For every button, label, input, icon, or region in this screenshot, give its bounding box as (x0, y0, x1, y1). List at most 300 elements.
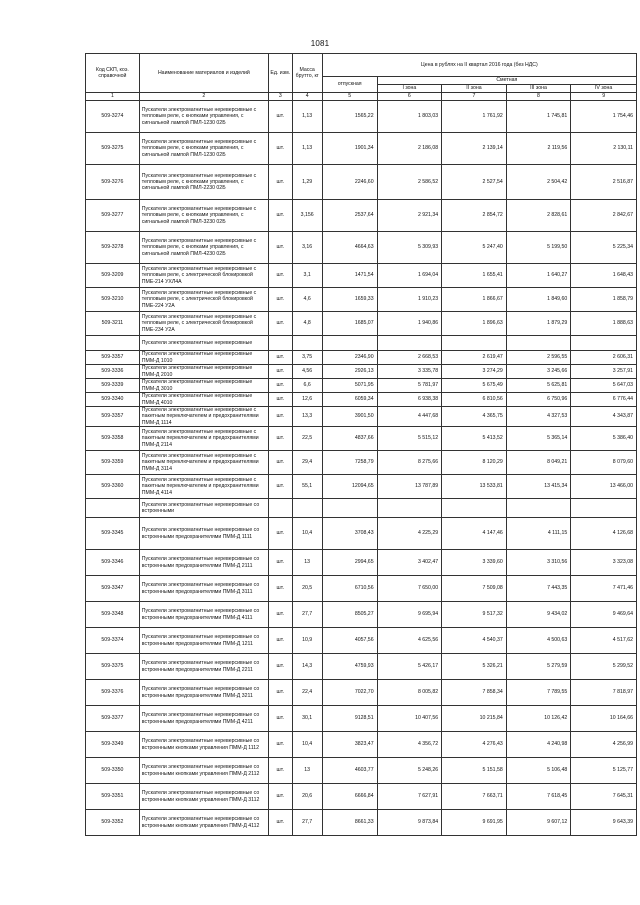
row-name: Пускатели электромагнитные нереверсивные со встроенными предохранителями ПММ-Д 1211 (139, 628, 268, 654)
row-mass: 22,4 (292, 680, 322, 706)
row-zone-3-price: 5 279,59 (506, 654, 571, 680)
row-mass: 10,4 (292, 732, 322, 758)
price-table (85, 53, 637, 836)
row-zone-3-price: 2 119,56 (506, 133, 571, 165)
row-code: 509-3211 (86, 312, 140, 336)
row-zone-1-price: 5 309,93 (377, 232, 442, 264)
row-unit: шт. (268, 264, 292, 288)
row-unit: шт. (268, 232, 292, 264)
row-zone-1-price: 5 515,12 (377, 427, 442, 451)
row-release-price: 4837,66 (322, 427, 377, 451)
row-release-price: 12094,65 (322, 475, 377, 499)
row-mass: 3,1 (292, 264, 322, 288)
row-zone-4-price: 1 754,46 (571, 101, 637, 133)
row-zone-1-price: 1 910,23 (377, 288, 442, 312)
header-release: отпускная (322, 77, 377, 93)
row-zone-4-price: 7 818,97 (571, 680, 637, 706)
row-zone-4-price: 7 645,31 (571, 784, 637, 810)
row-name: Пускатели электромагнитные нереверсивные ПММ-Д 4010 (139, 393, 268, 407)
row-zone-1-price: 5 781,97 (377, 379, 442, 393)
row-zone-1-price: 4 625,56 (377, 628, 442, 654)
row-code: 509-3359 (86, 451, 140, 475)
row-unit: шт. (268, 810, 292, 836)
row-name: Пускатели электромагнитные нереверсивные со встроенными кнопками управления ПММ-Д 4112 (139, 810, 268, 836)
header-code: Код СКП, коэ. справочной (86, 54, 140, 93)
row-mass: 22,5 (292, 427, 322, 451)
row-release-price: 3823,47 (322, 732, 377, 758)
row-zone-4-price: 8 079,60 (571, 451, 637, 475)
row-unit: шт. (268, 393, 292, 407)
row-zone-2-price: 7 509,08 (442, 576, 507, 602)
table-row (86, 576, 637, 602)
row-zone-1-price: 2 186,08 (377, 133, 442, 165)
table-row (86, 784, 637, 810)
row-zone-4-price: 9 643,39 (571, 810, 637, 836)
column-numbering-row (86, 93, 637, 101)
table-row (86, 680, 637, 706)
row-code: 509-3358 (86, 427, 140, 451)
row-name: Пускатели электромагнитные нереверсивные с пакетным переключателем и предохранителями ПММ-Д 4114 (139, 475, 268, 499)
row-zone-2-price: 5 326,21 (442, 654, 507, 680)
row-zone-2-price: 5 151,58 (442, 758, 507, 784)
row-unit: шт. (268, 165, 292, 200)
row-zone-4-price (571, 336, 637, 351)
row-mass: 4,6 (292, 288, 322, 312)
row-unit: шт. (268, 518, 292, 550)
header-price-group: Цена в рублях на II квартал 2016 года (без НДС) (322, 54, 636, 77)
row-mass: 6,6 (292, 379, 322, 393)
row-zone-2-price: 13 533,81 (442, 475, 507, 499)
row-zone-1-price: 1 803,03 (377, 101, 442, 133)
row-mass: 13,3 (292, 407, 322, 427)
row-mass: 55,1 (292, 475, 322, 499)
row-zone-1-price: 10 407,56 (377, 706, 442, 732)
row-zone-2-price: 5 247,40 (442, 232, 507, 264)
row-zone-3-price: 5 106,48 (506, 758, 571, 784)
row-zone-2-price: 1 866,67 (442, 288, 507, 312)
row-code: 509-3347 (86, 576, 140, 602)
row-zone-1-price (377, 499, 442, 518)
row-zone-2-price: 8 120,29 (442, 451, 507, 475)
header-mass: Масса брутто, кг (292, 54, 322, 93)
row-code: 509-3274 (86, 101, 140, 133)
row-code: 509-3345 (86, 518, 140, 550)
header-estimate: Сметная (377, 77, 636, 85)
table-row (86, 732, 637, 758)
column-number: 3 (268, 93, 292, 101)
row-mass: 1,13 (292, 101, 322, 133)
row-zone-2-price: 3 274,29 (442, 365, 507, 379)
header-unit: Ед. изм. (268, 54, 292, 93)
row-mass: 14,3 (292, 654, 322, 680)
row-release-price: 7022,70 (322, 680, 377, 706)
row-zone-3-price: 8 049,21 (506, 451, 571, 475)
row-mass: 13 (292, 550, 322, 576)
row-name: Пускатели электромагнитные нереверсивные ПММ-Д 3010 (139, 379, 268, 393)
table-row (86, 602, 637, 628)
row-mass: 10,9 (292, 628, 322, 654)
row-unit: шт. (268, 550, 292, 576)
table-row (86, 312, 637, 336)
row-release-price: 2537,64 (322, 200, 377, 232)
table-row (86, 379, 637, 393)
row-release-price: 5071,95 (322, 379, 377, 393)
column-number: 8 (506, 93, 571, 101)
row-release-price: 4759,93 (322, 654, 377, 680)
row-code: 509-3360 (86, 475, 140, 499)
row-code: 509-3349 (86, 732, 140, 758)
row-zone-3-price (506, 499, 571, 518)
row-name: Пускатели электромагнитные нереверсивные со встроенными предохранителями ПММ-Д 1111 (139, 518, 268, 550)
row-code: 509-3351 (86, 784, 140, 810)
row-code: 509-3278 (86, 232, 140, 264)
row-zone-1-price: 13 787,89 (377, 475, 442, 499)
row-zone-2-price: 5 413,52 (442, 427, 507, 451)
row-code: 509-3336 (86, 365, 140, 379)
row-unit: шт. (268, 427, 292, 451)
row-name: Пускатели электромагнитные нереверсивные со встроенными кнопками управления ПММ-Д 3112 (139, 784, 268, 810)
row-code: 509-3352 (86, 810, 140, 836)
row-zone-1-price: 5 426,17 (377, 654, 442, 680)
row-zone-3-price: 10 126,42 (506, 706, 571, 732)
row-release-price: 1471,54 (322, 264, 377, 288)
column-number: 9 (571, 93, 637, 101)
table-row (86, 101, 637, 133)
table-row (86, 200, 637, 232)
table-row (86, 758, 637, 784)
row-zone-4-price: 9 469,64 (571, 602, 637, 628)
row-zone-1-price: 9 695,94 (377, 602, 442, 628)
row-name: Пускатели электромагнитные нереверсивные ПММ-Д 2010 (139, 365, 268, 379)
row-zone-1-price: 4 447,68 (377, 407, 442, 427)
row-mass: 20,5 (292, 576, 322, 602)
row-unit: шт. (268, 133, 292, 165)
row-release-price: 1901,34 (322, 133, 377, 165)
row-zone-2-price: 7 858,34 (442, 680, 507, 706)
row-unit: шт. (268, 407, 292, 427)
table-row (86, 654, 637, 680)
row-mass: 3,16 (292, 232, 322, 264)
row-name: Пускатели электромагнитные нереверсивные (139, 336, 268, 351)
row-zone-3-price: 2 828,61 (506, 200, 571, 232)
row-release-price: 1565,22 (322, 101, 377, 133)
row-zone-1-price: 3 402,47 (377, 550, 442, 576)
row-name: Пускатели электромагнитные нереверсивные с тепловым реле, с электрической блокировкой ПМЕ-224 У2А (139, 288, 268, 312)
row-zone-3-price: 5 199,50 (506, 232, 571, 264)
row-name: Пускатели электромагнитные нереверсивные с тепловым реле, с кнопками управления, с сигнальной лампой ПМЛ-1230 02Б (139, 133, 268, 165)
row-unit: шт. (268, 654, 292, 680)
row-zone-3-price: 7 789,55 (506, 680, 571, 706)
row-zone-4-price: 4 256,99 (571, 732, 637, 758)
row-zone-3-price (506, 336, 571, 351)
row-zone-1-price: 3 335,78 (377, 365, 442, 379)
row-unit: шт. (268, 576, 292, 602)
row-zone-2-price: 2 619,47 (442, 351, 507, 365)
row-code: 509-3375 (86, 654, 140, 680)
row-code: 509-3350 (86, 758, 140, 784)
row-zone-4-price: 2 842,67 (571, 200, 637, 232)
column-number: 1 (86, 93, 140, 101)
row-zone-2-price: 2 854,72 (442, 200, 507, 232)
row-zone-2-price: 10 215,84 (442, 706, 507, 732)
row-zone-4-price: 2 606,31 (571, 351, 637, 365)
row-zone-1-price: 1 694,04 (377, 264, 442, 288)
row-code: 509-3276 (86, 165, 140, 200)
row-zone-1-price: 2 668,53 (377, 351, 442, 365)
row-zone-4-price: 1 888,63 (571, 312, 637, 336)
row-zone-3-price: 4 500,63 (506, 628, 571, 654)
row-zone-3-price: 5 365,14 (506, 427, 571, 451)
section-heading-row (86, 336, 637, 351)
row-unit: шт. (268, 379, 292, 393)
column-number: 6 (377, 93, 442, 101)
row-zone-2-price: 2 527,54 (442, 165, 507, 200)
row-name: Пускатели электромагнитные нереверсивные со встроенными кнопками управления ПММ-Д 1112 (139, 732, 268, 758)
row-zone-4-price: 6 776,44 (571, 393, 637, 407)
header-zone-4: IV зона (571, 85, 637, 93)
row-zone-4-price: 5 647,03 (571, 379, 637, 393)
row-zone-2-price: 9 517,32 (442, 602, 507, 628)
row-zone-3-price: 2 596,55 (506, 351, 571, 365)
row-zone-4-price: 13 466,00 (571, 475, 637, 499)
row-zone-2-price: 5 675,49 (442, 379, 507, 393)
row-release-price: 2926,13 (322, 365, 377, 379)
table-body (86, 101, 637, 836)
row-unit: шт. (268, 101, 292, 133)
row-name: Пускатели электромагнитные нереверсивные с пакетным переключателем и предохранителями ПММ-Д 1114 (139, 407, 268, 427)
row-code: 509-3376 (86, 680, 140, 706)
row-zone-4-price: 5 386,40 (571, 427, 637, 451)
row-zone-2-price: 1 655,41 (442, 264, 507, 288)
row-unit: шт. (268, 475, 292, 499)
row-code (86, 336, 140, 351)
row-zone-2-price (442, 336, 507, 351)
row-name: Пускатели электромагнитные нереверсивные ПММ-Д 1010 (139, 351, 268, 365)
row-zone-3-price: 9 434,02 (506, 602, 571, 628)
row-zone-3-price: 3 245,66 (506, 365, 571, 379)
table-row (86, 451, 637, 475)
row-zone-2-price: 1 761,92 (442, 101, 507, 133)
row-code: 509-3340 (86, 393, 140, 407)
row-code: 509-3357 (86, 407, 140, 427)
table-row (86, 351, 637, 365)
row-zone-3-price: 13 415,34 (506, 475, 571, 499)
row-zone-4-price: 5 125,77 (571, 758, 637, 784)
row-name: Пускатели электромагнитные нереверсивные со встроенными предохранителями ПММ-Д 4211 (139, 706, 268, 732)
column-number: 2 (139, 93, 268, 101)
table-row (86, 427, 637, 451)
row-unit: шт. (268, 200, 292, 232)
section-heading-row (86, 499, 637, 518)
table-row (86, 475, 637, 499)
row-name: Пускатели электромагнитные нереверсивные со встроенными предохранителями ПММ-Д 3111 (139, 576, 268, 602)
row-name: Пускатели электромагнитные нереверсивные с пакетным переключателем и предохранителями ПММ-Д 3114 (139, 451, 268, 475)
table-row (86, 518, 637, 550)
table-row (86, 133, 637, 165)
row-name: Пускатели электромагнитные нереверсивные со встроенными предохранителями ПММ-Д 2211 (139, 654, 268, 680)
column-number: 4 (292, 93, 322, 101)
row-zone-4-price: 7 471,46 (571, 576, 637, 602)
row-zone-4-price: 3 257,91 (571, 365, 637, 379)
row-zone-3-price: 4 327,53 (506, 407, 571, 427)
row-zone-4-price: 4 517,62 (571, 628, 637, 654)
row-zone-2-price: 9 691,95 (442, 810, 507, 836)
row-zone-1-price: 9 873,84 (377, 810, 442, 836)
row-release-price: 3708,43 (322, 518, 377, 550)
row-unit: шт. (268, 288, 292, 312)
row-zone-1-price: 2 586,52 (377, 165, 442, 200)
row-code: 509-3275 (86, 133, 140, 165)
row-zone-3-price: 7 618,45 (506, 784, 571, 810)
row-zone-3-price: 4 111,15 (506, 518, 571, 550)
row-release-price: 2994,65 (322, 550, 377, 576)
row-mass: 3,75 (292, 351, 322, 365)
row-zone-1-price: 8 275,66 (377, 451, 442, 475)
row-zone-2-price: 7 663,71 (442, 784, 507, 810)
row-code: 509-3209 (86, 264, 140, 288)
table-row (86, 264, 637, 288)
row-unit: шт. (268, 784, 292, 810)
row-zone-3-price: 1 640,27 (506, 264, 571, 288)
table-row (86, 165, 637, 200)
row-zone-2-price: 4 365,75 (442, 407, 507, 427)
row-release-price: 9128,51 (322, 706, 377, 732)
row-mass: 29,4 (292, 451, 322, 475)
row-name: Пускатели электромагнитные нереверсивные с тепловым реле, с кнопками управления, с сигнальной лампой ПМЛ-3230 02Б (139, 200, 268, 232)
row-zone-2-price: 4 540,37 (442, 628, 507, 654)
row-release-price: 2246,60 (322, 165, 377, 200)
table-row (86, 232, 637, 264)
row-code: 509-3277 (86, 200, 140, 232)
row-mass: 30,1 (292, 706, 322, 732)
row-release-price: 1685,07 (322, 312, 377, 336)
row-zone-4-price: 4 343,87 (571, 407, 637, 427)
row-name: Пускатели электромагнитные нереверсивные со встроенными (139, 499, 268, 518)
row-release-price: 1659,33 (322, 288, 377, 312)
row-mass: 12,6 (292, 393, 322, 407)
row-mass: 1,13 (292, 133, 322, 165)
row-unit (268, 499, 292, 518)
row-name: Пускатели электромагнитные нереверсивные с тепловым реле, с кнопками управления, с сигнальной лампой ПМЛ-2230 02Б (139, 165, 268, 200)
row-unit: шт. (268, 732, 292, 758)
row-unit: шт. (268, 680, 292, 706)
row-mass (292, 499, 322, 518)
row-zone-4-price: 4 126,68 (571, 518, 637, 550)
row-mass (292, 336, 322, 351)
row-zone-3-price: 2 504,42 (506, 165, 571, 200)
row-code: 509-3357 (86, 351, 140, 365)
table-row (86, 628, 637, 654)
header-name: Наименование материалов и изделий (139, 54, 268, 93)
row-zone-3-price: 4 240,98 (506, 732, 571, 758)
row-release-price: 6059,34 (322, 393, 377, 407)
row-mass: 13 (292, 758, 322, 784)
row-mass: 20,6 (292, 784, 322, 810)
row-zone-3-price: 1 849,60 (506, 288, 571, 312)
table-row (86, 365, 637, 379)
row-unit: шт. (268, 706, 292, 732)
row-mass: 27,7 (292, 810, 322, 836)
row-mass: 4,8 (292, 312, 322, 336)
row-zone-1-price: 1 940,86 (377, 312, 442, 336)
row-unit: шт. (268, 628, 292, 654)
row-release-price: 2346,90 (322, 351, 377, 365)
row-zone-4-price: 1 858,79 (571, 288, 637, 312)
table-row (86, 393, 637, 407)
row-unit: шт. (268, 365, 292, 379)
row-zone-2-price: 3 339,60 (442, 550, 507, 576)
row-unit: шт. (268, 351, 292, 365)
row-code: 509-3339 (86, 379, 140, 393)
row-name: Пускатели электромагнитные нереверсивные со встроенными предохранителями ПММ-Д 2111 (139, 550, 268, 576)
row-code: 509-3348 (86, 602, 140, 628)
row-release-price: 4057,56 (322, 628, 377, 654)
row-zone-3-price: 7 443,35 (506, 576, 571, 602)
row-zone-1-price: 2 921,34 (377, 200, 442, 232)
row-zone-2-price: 1 896,63 (442, 312, 507, 336)
row-code (86, 499, 140, 518)
row-zone-3-price: 6 750,96 (506, 393, 571, 407)
table-row (86, 810, 637, 836)
row-release-price (322, 499, 377, 518)
row-mass: 27,7 (292, 602, 322, 628)
row-code: 509-3210 (86, 288, 140, 312)
table-row (86, 550, 637, 576)
row-release-price: 3901,50 (322, 407, 377, 427)
row-zone-1-price: 7 650,00 (377, 576, 442, 602)
row-code: 509-3346 (86, 550, 140, 576)
row-unit (268, 336, 292, 351)
row-name: Пускатели электромагнитные нереверсивные со встроенными предохранителями ПММ-Д 4111 (139, 602, 268, 628)
row-zone-2-price (442, 499, 507, 518)
row-zone-3-price: 1 879,29 (506, 312, 571, 336)
row-release-price: 4603,77 (322, 758, 377, 784)
row-zone-3-price: 1 745,81 (506, 101, 571, 133)
row-zone-2-price: 4 147,46 (442, 518, 507, 550)
row-name: Пускатели электромагнитные нереверсивные с пакетным переключателем и предохранителями ПММ-Д 2114 (139, 427, 268, 451)
row-mass: 1,29 (292, 165, 322, 200)
row-unit: шт. (268, 451, 292, 475)
row-release-price: 6666,84 (322, 784, 377, 810)
row-release-price: 8505,27 (322, 602, 377, 628)
row-zone-4-price: 3 323,08 (571, 550, 637, 576)
row-zone-4-price: 5 299,52 (571, 654, 637, 680)
table-row (86, 706, 637, 732)
row-zone-2-price: 4 276,43 (442, 732, 507, 758)
row-zone-1-price: 7 627,91 (377, 784, 442, 810)
header-zone-1: I зона (377, 85, 442, 93)
row-zone-1-price: 5 248,26 (377, 758, 442, 784)
table-header (86, 54, 637, 101)
table-row (86, 407, 637, 427)
row-zone-2-price: 6 810,56 (442, 393, 507, 407)
row-release-price (322, 336, 377, 351)
row-zone-1-price: 8 005,82 (377, 680, 442, 706)
row-zone-3-price: 9 607,12 (506, 810, 571, 836)
header-zone-3: III зона (506, 85, 571, 93)
row-zone-4-price: 5 225,34 (571, 232, 637, 264)
column-number: 5 (322, 93, 377, 101)
header-zone-2: II зона (442, 85, 507, 93)
row-zone-4-price (571, 499, 637, 518)
row-name: Пускатели электромагнитные нереверсивные со встроенными предохранителями ПММ-Д 3211 (139, 680, 268, 706)
row-zone-1-price: 6 938,38 (377, 393, 442, 407)
row-release-price: 8661,33 (322, 810, 377, 836)
row-mass: 4,56 (292, 365, 322, 379)
row-zone-3-price: 3 310,56 (506, 550, 571, 576)
row-mass: 3,156 (292, 200, 322, 232)
row-code: 509-3374 (86, 628, 140, 654)
